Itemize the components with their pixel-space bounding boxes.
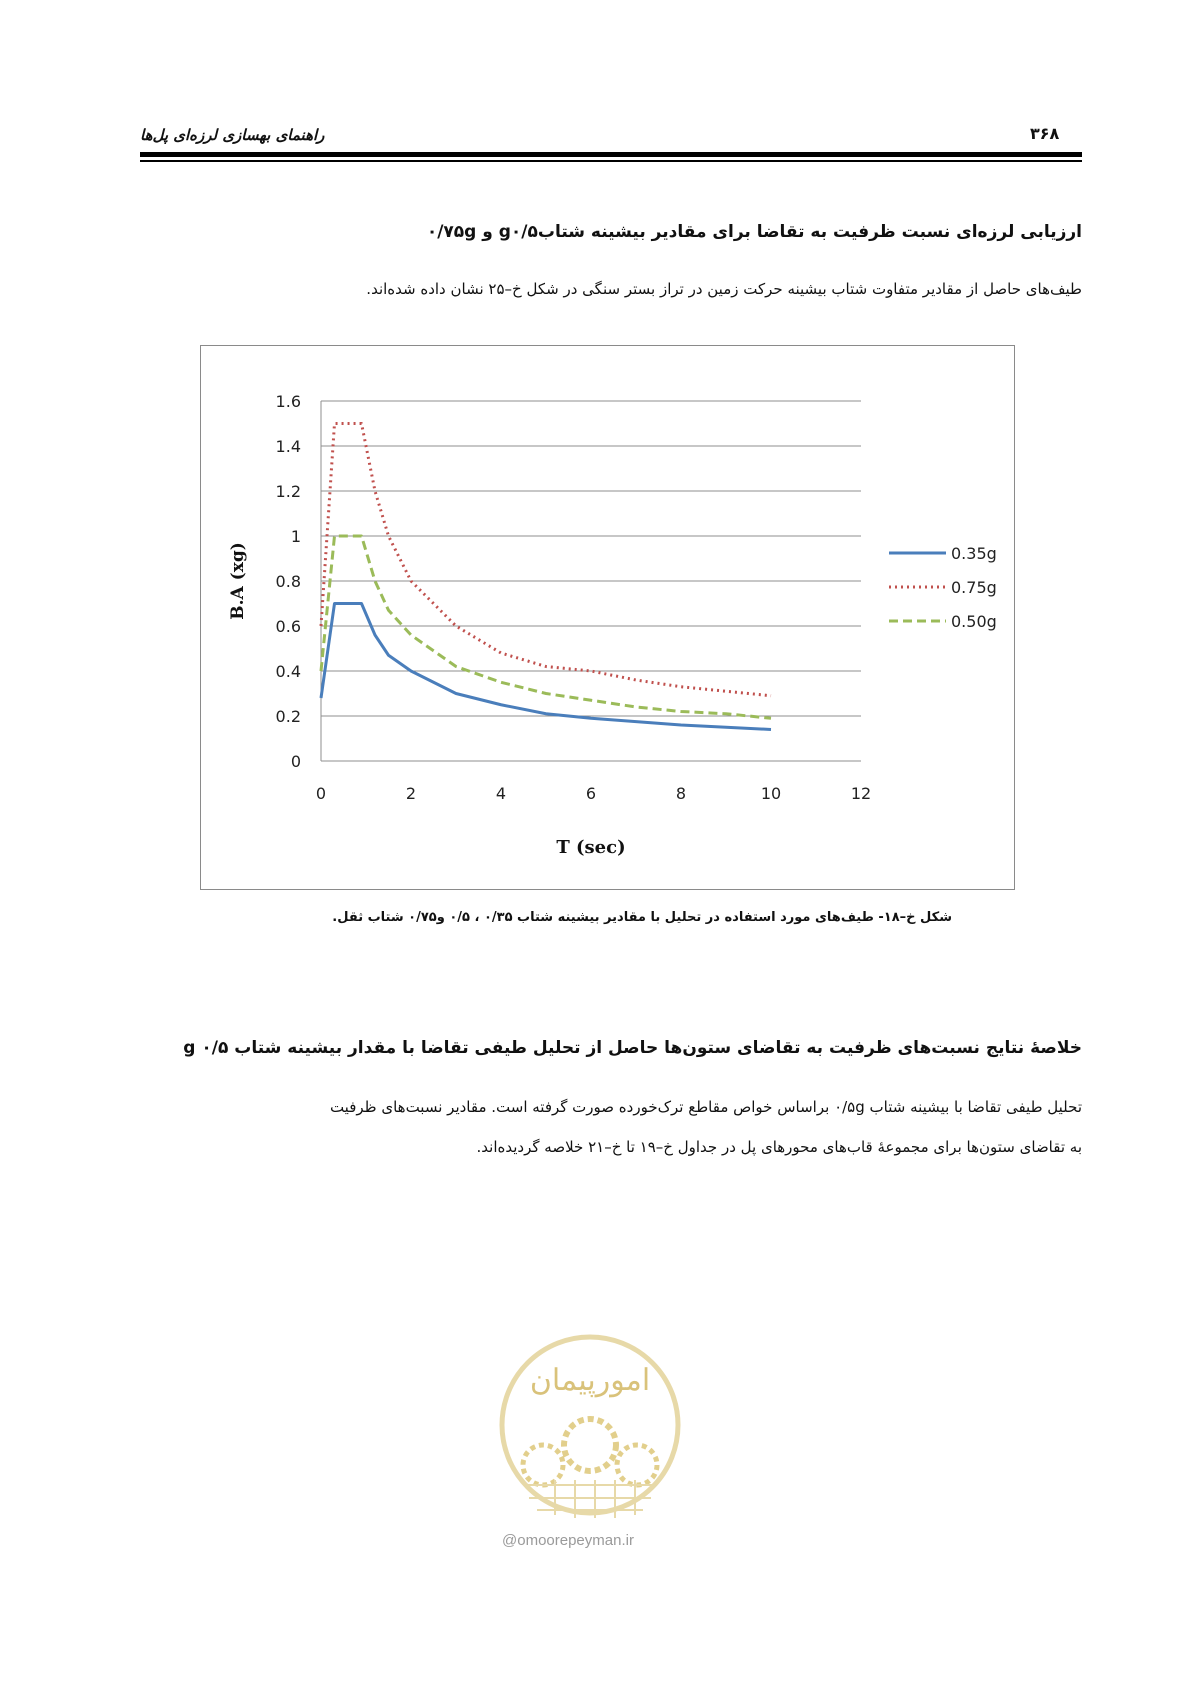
section-paragraph-2-line-1: تحلیل طیفی تقاضا با بیشینه شتاب ۰/۵g براساس خواص مقاطع ترک‌خورده صورت گرفته است. مقادیر نسبت‌های ظرفیت bbox=[329, 1098, 1082, 1116]
x-tick-label: 4 bbox=[495, 784, 507, 803]
y-tick-label: 0.4 bbox=[275, 662, 301, 681]
y-tick-label: 0 bbox=[290, 752, 301, 771]
legend-label-0.75g: 0.75g bbox=[951, 578, 997, 597]
running-title: راهنمای بهسازی لرزه‌ای پل‌ها bbox=[140, 126, 325, 144]
legend-label-0.35g: 0.35g bbox=[951, 544, 997, 563]
y-tick-label: 1 bbox=[290, 527, 301, 546]
series-line-0.50g bbox=[321, 536, 771, 718]
chart-svg bbox=[201, 346, 1016, 891]
y-tick-label: 1.6 bbox=[275, 392, 301, 411]
x-tick-label: 12 bbox=[850, 784, 872, 803]
header-rule-thick bbox=[140, 152, 1082, 157]
x-tick-label: 8 bbox=[675, 784, 687, 803]
x-tick-label: 0 bbox=[315, 784, 327, 803]
y-tick-label: 0.8 bbox=[275, 572, 301, 591]
x-tick-label: 10 bbox=[760, 784, 782, 803]
y-axis-label: B.A (xg) bbox=[228, 542, 248, 620]
spectrum-chart bbox=[200, 345, 1015, 890]
y-tick-label: 0.2 bbox=[275, 707, 301, 726]
y-tick-label: 0.6 bbox=[275, 617, 301, 636]
header-rule-thin bbox=[140, 160, 1082, 162]
section-paragraph-2-line-2: به تقاضای ستون‌ها برای مجموعهٔ قاب‌های محورهای پل در جداول خ–۱۹ تا خ–۲۱ خلاصه گردیده‌اند. bbox=[476, 1138, 1082, 1156]
x-tick-label: 6 bbox=[585, 784, 597, 803]
watermark-logo-text: امورپیمان bbox=[529, 1363, 651, 1398]
legend-label-0.50g: 0.50g bbox=[951, 612, 997, 631]
section-heading-1: ارزیابی لرزه‌ای نسبت ظرفیت به تقاضا برای مقادیر بیشینه شتاب‌g۰/۵ و ۰/۷۵g bbox=[426, 222, 1082, 242]
x-axis-label: T (sec) bbox=[556, 837, 626, 858]
page-number: ۳۶۸ bbox=[1030, 124, 1060, 143]
figure-caption: شکل خ–۱۸- طیف‌های مورد استفاده در تحلیل با مقادیر بیشینه شتاب ۰/۳۵ ، ۰/۵ و۰/۷۵ شتاب ثقل. bbox=[332, 910, 952, 925]
x-tick-label: 2 bbox=[405, 784, 417, 803]
y-tick-label: 1.4 bbox=[275, 437, 301, 456]
y-tick-label: 1.2 bbox=[275, 482, 301, 501]
watermark-logo bbox=[495, 1320, 685, 1530]
section-paragraph-1: طیف‌های حاصل از مقادیر متفاوت شتاب بیشینه حرکت زمین در تراز بستر سنگی در شکل خ–۲۵ نشان داده شده‌اند. bbox=[366, 280, 1082, 298]
section-heading-2: خلاصهٔ نتایج نسبت‌های ظرفیت به تقاضای ستون‌ها حاصل از تحلیل طیفی تقاضا با مقدار بیشینه شتاب g ۰/۵ bbox=[183, 1038, 1082, 1058]
watermark-url: @omoorepeyman.ir bbox=[502, 1532, 634, 1549]
